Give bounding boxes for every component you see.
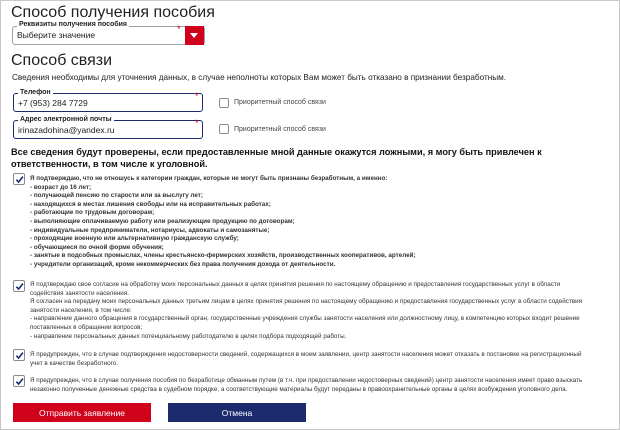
ack-checkbox-4[interactable] [13,375,25,387]
contact-info-text: Сведения необходимы для уточнения данных, в случае неполноты которых Вам может быть отказано в признании безработным. [12,73,507,82]
payment-details-label: Реквизиты получения пособия [19,21,128,28]
phone-required-mark: * [195,91,199,101]
ack-checkbox-1[interactable] [13,173,25,185]
cancel-button[interactable]: Отмена [168,403,306,422]
ack-text-3: Я предупрежден, что в случае подтверждения недостоверности сведений, содержащихся в моем заявлении, центр занятости населения может отказать в постановке на регистрационный учет в качестве безработного. [30,351,582,367]
ack-checkbox-2[interactable] [13,280,25,292]
checkmark-icon [15,282,24,291]
phone-value: +7 (953) 284 7729 [18,98,88,108]
checkmark-icon [15,351,24,360]
liability-warning: Все сведения будут проверены, если предоставленные мной данные окажутся ложными, я могу быть привлечен к ответственности, в том числе к уголовной. [11,147,542,169]
ack-text-1: Я подтверждаю, что не отношусь к категории граждан, которые не могут быть признаны безработным, а именно: - возраст до 16 лет; - получающей пенсию по старости или за выслугу лет; - находящихся в местах лишения свободы или на исправительных работах; - работающие по трудовым договорам; - выполняющие оплачиваемую работу или реализующие продукцию по договорам; - индивидуальные предприниматели, нотариусы, адвокаты и самозанятые; - проходящие военную или альтернативную гражданскую службу; - обучающиеся по очной форме обучения; - занятые в подсобных промыслах, члены крестьянско-фермерских хозяйств, производственных кооперативов, артелей; - учредители организаций, кроме некоммерческих без права получения дохода от деятельности. [30,175,416,268]
ack-text-4: Я предупрежден, что в случае получения пособия по безработице обманным путем (в т.ч. при предоставлении недостоверных сведений) центр занятости населения имеет право взыскать незаконно полученные денежные средства в судебном порядке, а соответствующие материалы будут переданы в правоохранительные органы в целях возбуждения уголовного дела. [30,377,583,393]
email-value: irinazadohina@yandex.ru [18,125,115,135]
email-priority-checkbox[interactable] [219,124,229,134]
payment-details-value: Выберите значение [17,30,96,40]
submit-application-button[interactable]: Отправить заявление [13,403,151,422]
ack-text-2: Я подтверждаю свое согласие на обработку моих персональных данных в целях принятия решения по настоящему обращению и предоставления государственных услуг в области содействия занятости населения. Я согласен на передачу моих персональных данных третьим лицам в целях принятия решения по настоящему обращению и предоставления государственных услуг в области содействия занятости населения, в том числе: - направление данного обращения в государственный орган, государственные учреждения службы занятости населения или должностному лицу, в компетенцию которых входит решение поставленных в обращении вопросов; - направление персональных данных потенциальному работодателю в целях подбора подходящей работы. [30,281,583,340]
payment-section-title: Способ получения пособия [11,4,215,21]
contact-section-title: Способ связи [11,52,113,69]
phone-priority-checkbox[interactable] [219,98,229,108]
chevron-down-icon [190,33,198,38]
checkmark-icon [15,175,24,184]
required-mark: * [177,24,181,34]
phone-label: Телефон [20,89,51,96]
email-priority-label: Приоритетный способ связи [234,126,326,133]
phone-priority-label: Приоритетный способ связи [234,99,326,106]
email-label: Адрес электронной почты [20,116,112,123]
ack-checkbox-3[interactable] [13,349,25,361]
email-required-mark: * [195,118,199,128]
checkmark-icon [15,377,24,386]
